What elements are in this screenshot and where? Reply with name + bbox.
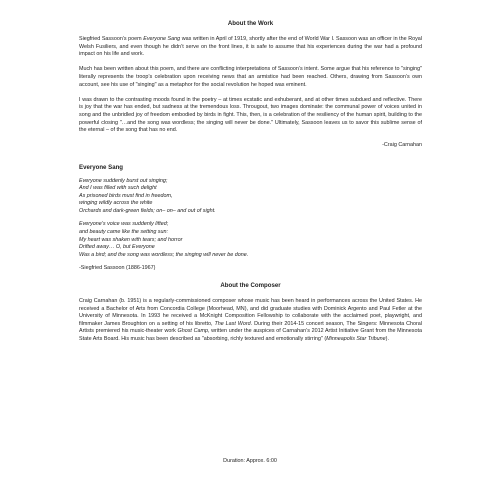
poem-line: Drifted away… O, but Everyone xyxy=(79,244,155,251)
text-run: was written in April of 1919, shortly after the end of World War I. Sassoon was an officer in the Royal Welsh Fusiliers, and even though he didn’t serve on the front lines, it is safe to assume that his experiences during the war had a profound impact on his life and work. xyxy=(79,36,422,58)
poem-line: Everyone’s voice was suddenly lifted; xyxy=(79,221,169,228)
text-run: Siegfried Sassoon’s poem xyxy=(79,36,144,42)
italic-title: Ghost Camp xyxy=(177,328,208,335)
poem-line: As prisoned birds must find in freedom, xyxy=(79,192,173,199)
poem-line: and beauty came like the setting sun: xyxy=(79,229,169,236)
poem-line: My heart was shaken with tears; and horror xyxy=(79,236,183,243)
text-run: Craig Carnahan (b. 1951) is a regularly-commissioned composer whose music has been heard in performances across the United States. He received a Bachelor of Arts from Concordia College (Moorhead, MN), and did graduate studies with Dominick Argento and Paul Fetler at the University of Minnesota. In 1993 he received a McKnight Composition Fellowship to collaborate with the acclaimed poet, playwright, and filmmaker James Broughton on a setting of his libretto, xyxy=(79,298,422,327)
text-run: . During their 2014-15 concert season, The Singers: Minnesota Choral Artists premiered his music-theater work xyxy=(79,320,422,335)
poem-stanza-1 xyxy=(79,178,422,216)
poem-stanza-2 xyxy=(79,221,422,259)
poem-line: Was a bird; and the song was wordless; the singing will never be done. xyxy=(79,251,249,258)
about-composer-heading: About the Composer xyxy=(220,282,281,290)
poem-line: Everyone suddenly burst out singing; xyxy=(79,177,168,184)
poem-line: Orchards and dark-green fields; on– on– and out of sight. xyxy=(79,207,216,214)
italic-title: Everyone Sang xyxy=(143,36,181,42)
about-work-paragraph-3: I was drawn to the contrasting moods found in the poetry – at times ecstatic and exhuberant, and at other times subdued and reflective. There is joy that the war has ended, but sadness at the tremendous loss. Througout, two images dominate: the communal power of voices united in song and the unbridled joy of freedom embodied by birds in fight. This, then, is a celebration of the resiliency of the human spirit, building to the powerful closing "…and the song was wordless; the singing will never be done." Ultimately, Sassoon leaves us to savor this sublime sense of the eternal – of the song that has no end. xyxy=(79,96,422,134)
about-composer-paragraph xyxy=(79,298,422,344)
italic-title: Minneapolis Star Tribune xyxy=(326,336,386,342)
poem-line: And I was filled with such delight xyxy=(79,185,157,192)
italic-title: The Last Word xyxy=(214,320,251,327)
poem-attribution: -Siegfried Sassoon (1886-1967) xyxy=(79,265,156,272)
about-work-paragraph-2: Much has been written about this poem, and there are conflicting interpretations of Sassoon’s intent. Some argue that his reference to "singing" literally represents the troop’s celebration upon receiving news that an armistice had been reached. Others, drawing from Sassoon’s own account, see his use of "singing" as a metaphor for the social revolution he hoped was eminent. xyxy=(79,66,422,88)
about-work-paragraph-1 xyxy=(79,36,422,59)
about-work-heading: About the Work xyxy=(227,20,274,27)
duration-note: Duration: Approx. 6:00 xyxy=(223,458,277,464)
author-signature: -Craig Carnahan xyxy=(382,142,422,149)
document-page xyxy=(79,20,422,351)
text-run: ). xyxy=(385,336,389,342)
poem-line: winging wildly across the white xyxy=(79,200,153,207)
poem-title: Everyone Sang xyxy=(79,163,124,171)
text-run: , written under the auspices of Carnahan’s 2012 Artist Initiative Grant from the Minnesota State Arts Board. His music has been described as "absorbing, richly textured and emotionally stirring" ( xyxy=(79,328,422,342)
